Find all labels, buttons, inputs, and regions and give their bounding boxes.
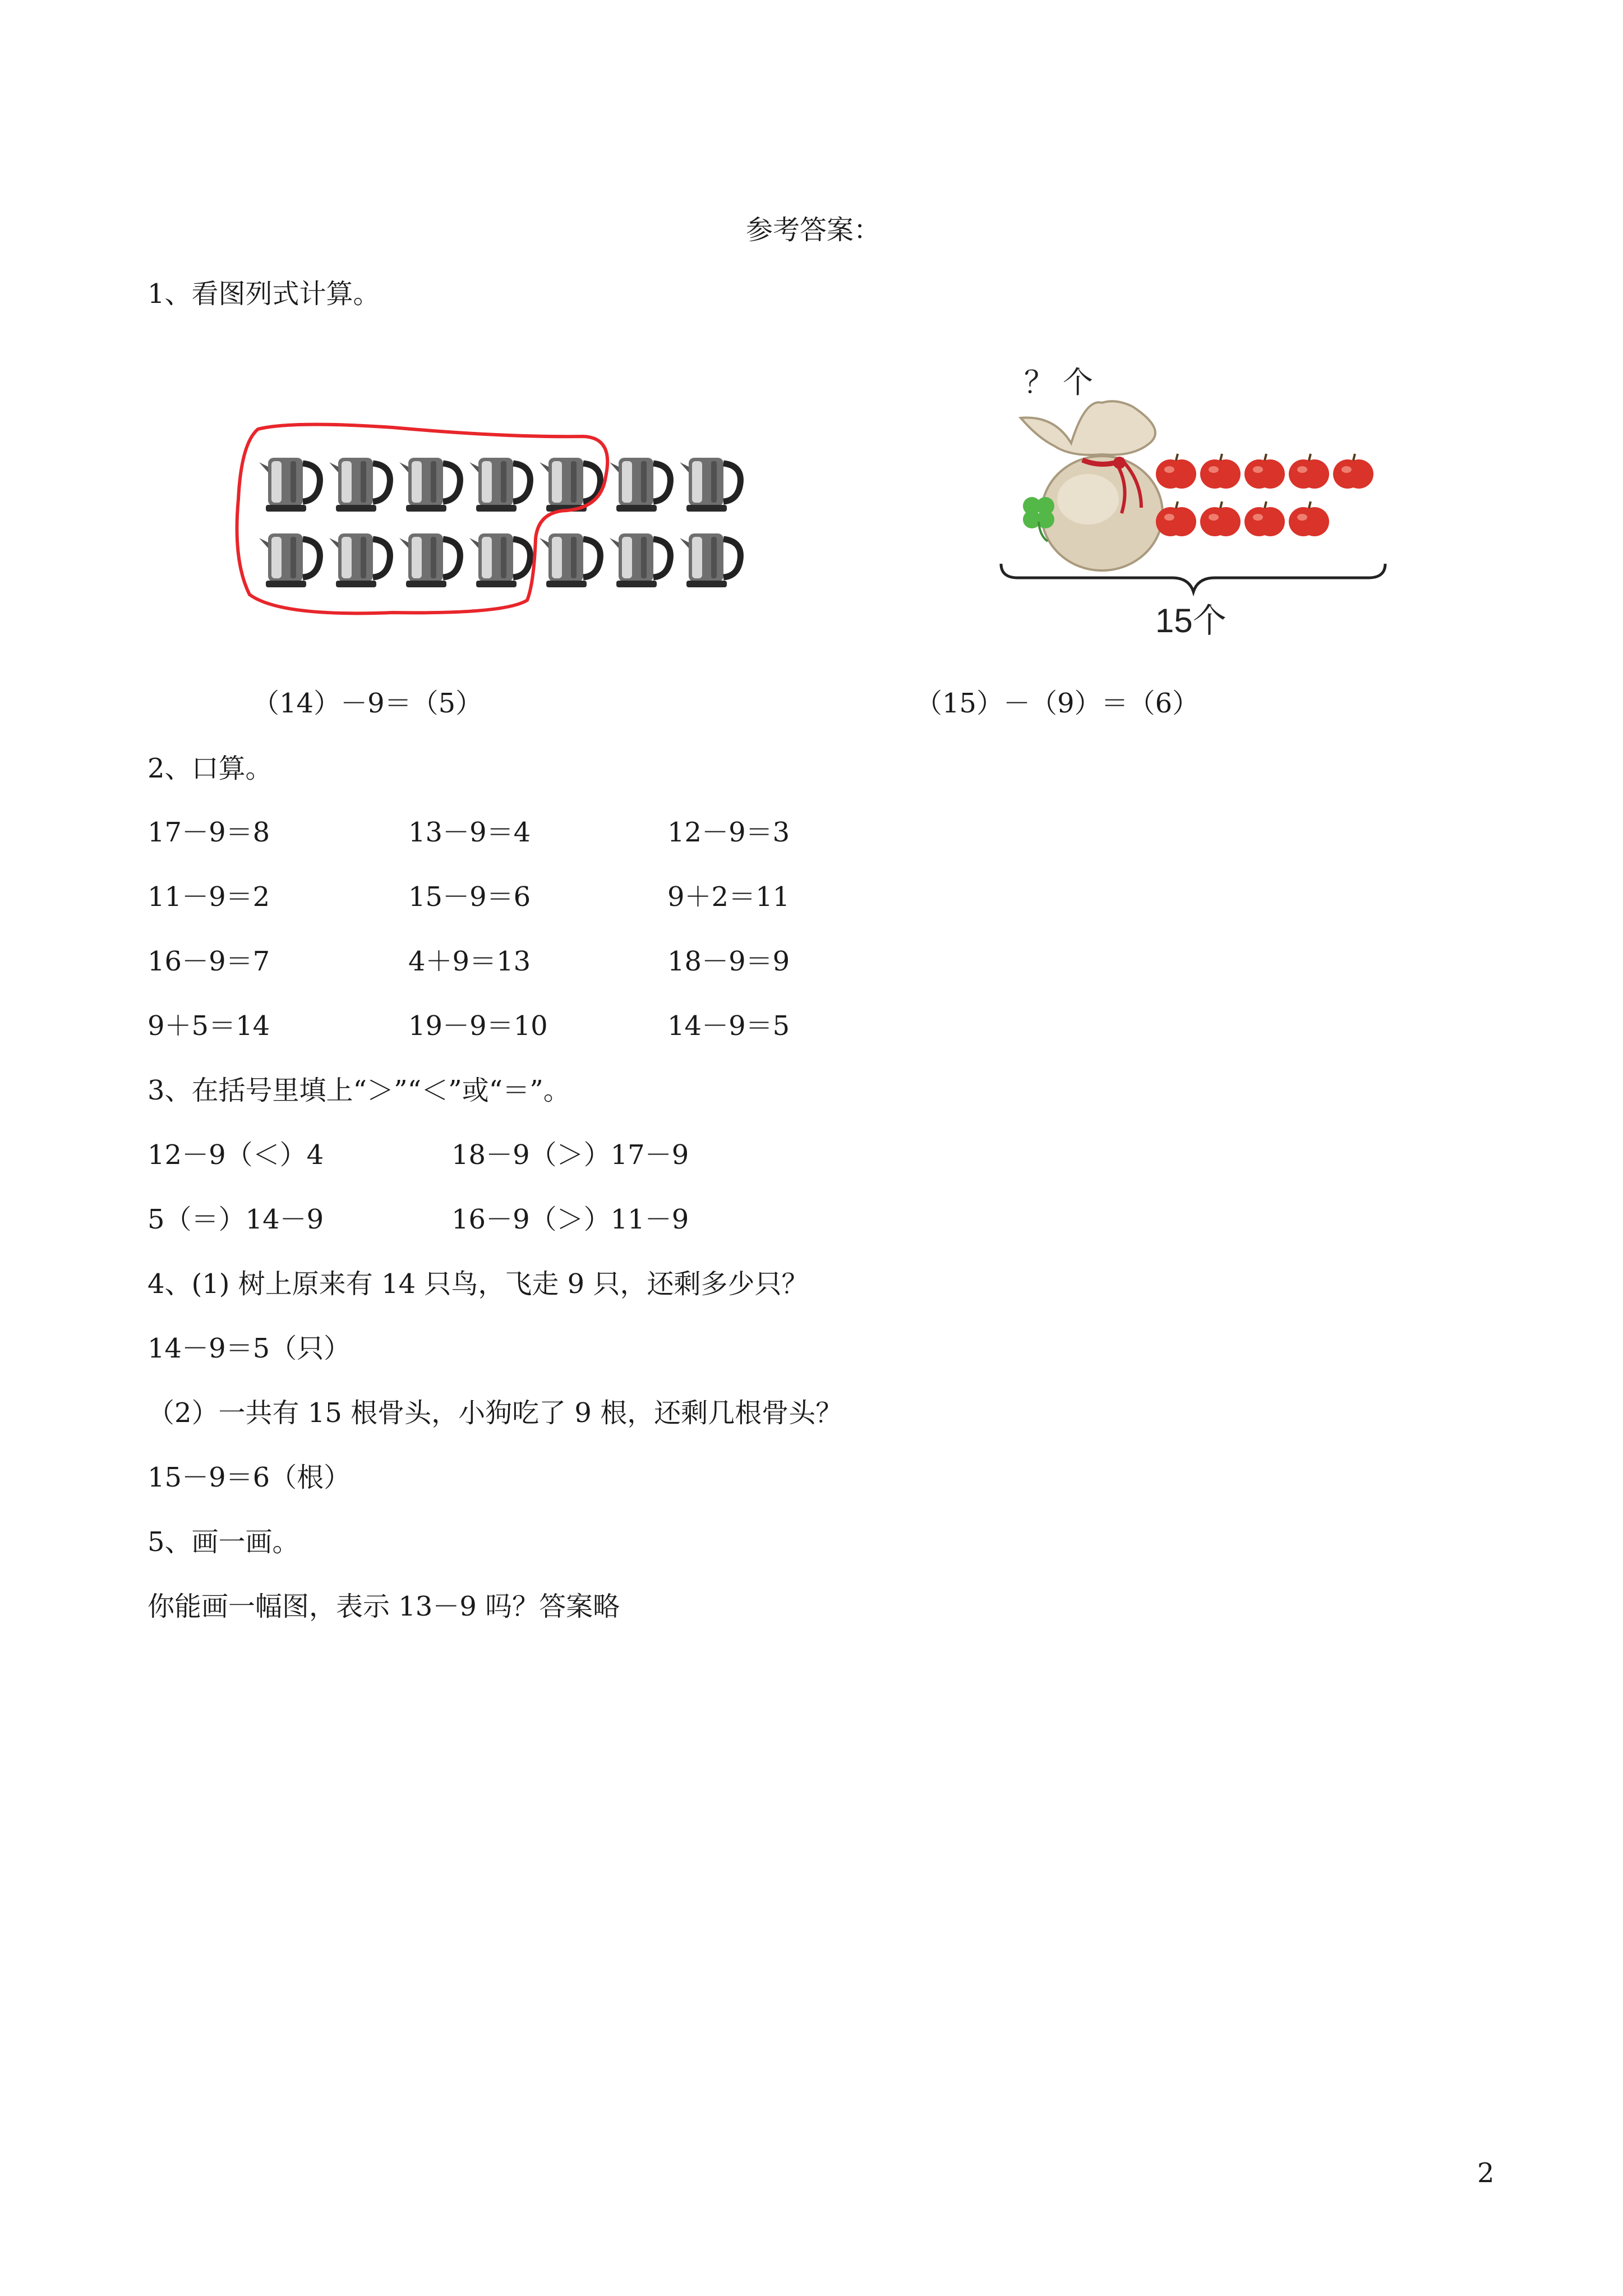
q3-cell: 5（＝）14－9	[147, 1204, 324, 1235]
page-number: 2	[1477, 2157, 1495, 2189]
money-bag-icon	[1021, 401, 1163, 570]
q4-part2-answer: 15－9＝6（根）	[147, 1462, 351, 1493]
apple-icon	[1156, 454, 1196, 489]
apples-group	[1156, 454, 1373, 536]
kettle-icon	[259, 533, 320, 587]
q2-cell: 9＋2＝11	[667, 881, 790, 913]
q1-answer-b: （15）－（9）＝（6）	[915, 688, 1200, 719]
q2-cell: 13－9＝4	[408, 817, 531, 848]
q2-cell: 17－9＝8	[147, 817, 270, 848]
q2-cell: 4＋9＝13	[408, 946, 531, 977]
kettle-icon	[399, 533, 460, 587]
q5-text: 你能画一幅图，表示 13－9 吗？答案略	[147, 1591, 620, 1622]
q1-heading: 1、看图列式计算。	[147, 278, 380, 310]
bag-question-label: ？ 个	[1024, 366, 1094, 399]
q2-cell: 9＋5＝14	[147, 1010, 270, 1042]
page-title: 参考答案：	[746, 214, 881, 246]
q2-cell: 12－9＝3	[667, 817, 790, 848]
kettle-icon	[610, 458, 670, 512]
apple-icon	[1200, 454, 1241, 489]
kettle-icon	[680, 458, 740, 512]
q4-part2-question: （2）一共有 15 根骨头，小狗吃了 9 根，还剩几根骨头？	[147, 1397, 843, 1429]
kettle-icon	[610, 533, 670, 587]
apple-icon	[1244, 454, 1285, 489]
kettles-figure	[224, 415, 774, 628]
kettle-icon	[329, 458, 390, 512]
q3-cell: 12－9（＜）4	[147, 1139, 324, 1171]
bag-total-label: 15个	[1155, 602, 1227, 639]
q2-heading: 2、口算。	[147, 753, 273, 784]
kettle-icon	[329, 533, 390, 587]
total-brace	[1001, 564, 1385, 592]
q2-cell: 14－9＝5	[667, 1010, 790, 1042]
kettle-icon	[469, 533, 530, 587]
q2-cell: 19－9＝10	[408, 1010, 548, 1042]
q1-answer-a: （14）－9＝（5）	[252, 688, 483, 719]
apple-icon	[1333, 454, 1373, 489]
apple-icon	[1289, 454, 1329, 489]
kettle-icon	[680, 533, 740, 587]
apple-icon	[1289, 501, 1329, 536]
kettle-icon	[540, 533, 600, 587]
q4-part1-answer: 14－9＝5（只）	[147, 1333, 351, 1364]
q3-cell: 18－9（＞）17－9	[451, 1139, 689, 1171]
q2-cell: 15－9＝6	[408, 881, 531, 913]
bag-apples-figure	[987, 359, 1391, 645]
apple-icon	[1200, 501, 1241, 536]
kettle-icon	[259, 458, 320, 512]
kettle-icon	[399, 458, 460, 512]
kettle-icon	[469, 458, 530, 512]
q3-cell: 16－9（＞）11－9	[451, 1204, 689, 1235]
q2-cell: 16－9＝7	[147, 946, 270, 977]
q5-heading: 5、画一画。	[147, 1526, 299, 1558]
apple-icon	[1244, 501, 1285, 536]
q2-cell: 18－9＝9	[667, 946, 790, 977]
q2-cell: 11－9＝2	[147, 881, 270, 913]
q4-part1-question: 4、(1) 树上原来有 14 只鸟，飞走 9 只，还剩多少只？	[147, 1268, 809, 1300]
q3-heading: 3、在括号里填上“＞”“＜”或“＝”。	[147, 1075, 570, 1106]
